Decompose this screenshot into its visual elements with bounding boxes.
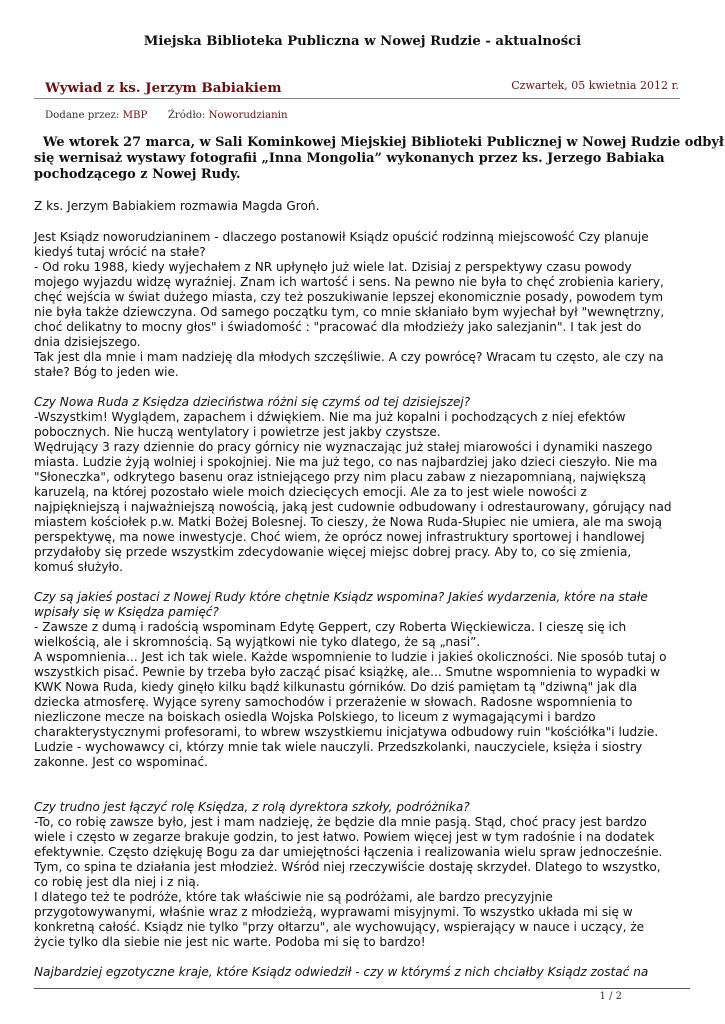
text-line: życie tylko dla siebie nie jest nic warte. Podoba mi się to bardzo! — [34, 935, 426, 949]
text-line: zakonne. Jest co wspominać. — [34, 755, 208, 769]
text-line: perspektywę, ma nowe inwestycje. Choć wiem, że oprócz nowej infrastruktury sportowej i handlowej — [34, 530, 645, 544]
text-line: mojego wyjazdu widzę wyraźniej. Znam ich wartość i sens. Na pewno nie była to chęć zrobienia kariery, — [34, 275, 664, 289]
article-title: Wywiad z ks. Jerzym Babiakiem — [45, 80, 282, 96]
answer-block — [34, 965, 694, 980]
text-line: A wspomnienia... Jest ich tak wiele. Każde wspomnienie to ludzie i jakieś okoliczności. Nie sposób tutaj o — [34, 650, 667, 664]
text-line: wszystkich pisać. Pewnie by trzeba było zacząć pisać książkę, ale... Smutne wspomnienia to wypadki w — [34, 665, 661, 679]
text-line: wielkością, ale i skromnością. Są wyjątkowi nie tyko dlatego, że są „nasi”. — [34, 635, 481, 649]
article-date: Czwartek, 05 kwietnia 2012 r. — [511, 79, 679, 92]
lead-line: pochodzącego z Nowej Rudy. — [34, 167, 241, 182]
source-label: Źródło: — [167, 110, 206, 121]
text-line: konkretną całość. Ksiądz nie tylko "przy ołtarzu", ale wychowujący, wspierający w nauce i uczący, że — [34, 920, 645, 934]
answer-block — [34, 590, 694, 770]
text-line: dnia dzisiejszego. — [34, 335, 141, 349]
text-line: "Słoneczka", odkrytego basenu oraz istniejącego przy nim placu zabaw z niezapomnianą, największą — [34, 470, 647, 484]
text-line: - Od roku 1988, kiedy wyjechałem z NR upłynęło już wiele lat. Dzisiaj z perspektywy czasu powody — [34, 260, 632, 274]
article-lead — [34, 135, 724, 183]
text-line: Wędrujący 3 razy dziennie do pracy górnicy nie wyznaczając już stałej miarowości i dynamiki naszego — [34, 440, 653, 454]
text-line: chęć wejścia w świat dużego miasta, czy też poszukiwanie lepszej ekonomicznie posady, powodem tym — [34, 290, 664, 304]
added-by-value[interactable]: MBP — [122, 110, 148, 121]
title-divider — [34, 98, 680, 99]
question-line: wpisały się w Księdza pamięć? — [34, 605, 219, 619]
text-line: I dlatego też te podróże, które tak właściwie nie są podróżami, ale bardzo precyzyjnie — [34, 890, 553, 904]
text-line: KWK Nowa Ruda, kiedy ginęło kilku bądź kilkunastu górników. Do dziś pamiętam tą "dziwną" jak dla — [34, 680, 638, 694]
question-line: Czy są jakieś postaci z Nowej Rudy które chętnie Ksiądz wspomina? Jakieś wydarzenia, które na stałe — [34, 590, 648, 604]
text-line: - Zawsze z dumą i radością wspominam Edytę Geppert, czy Roberta Więckiewicza. I cieszę się ich — [34, 620, 627, 634]
interview-byline: Z ks. Jerzym Babiakiem rozmawia Magda Groń. — [34, 199, 320, 213]
text-line: niezliczone mecze na boiskach osiedla Wojska Polskiego, to liceum z wymagającymi i bardzo — [34, 710, 596, 724]
text-line: -Wszystkim! Wyglądem, zapachem i dźwiękiem. Nie ma już kopalni i pochodzących z niej efektów — [34, 410, 626, 424]
question-line: Najbardziej egzotyczne kraje, które Ksiądz odwiedził - czy w którymś z nich chciałby Ksiądz zostać na — [34, 965, 649, 979]
added-by-label: Dodane przez: — [45, 110, 120, 121]
text-line: Ludzie - wychowawcy ci, którzy mnie tak wiele nauczyli. Przedszkolanki, nauczyciele, księża i siostry — [34, 740, 643, 754]
text-line: stałe? Bóg to jeden wie. — [34, 365, 179, 379]
text-line: komuś służyło. — [34, 560, 123, 574]
page-number: 1 / 2 — [599, 991, 622, 1002]
text-line: miasta. Ludzie żyją wolniej i spokojniej. Nie ma już tego, co nas najbardziej jako dzieci cieszyło. Nie ma — [34, 455, 658, 469]
text-line: efektywnie. Często dziękuję Bogu za dar umiejętności łączenia i realizowania wielu spraw jednocześnie. — [34, 845, 663, 859]
lead-line: się wernisaż wystawy fotografii „Inna Mongolia” wykonanych przez ks. Jerzego Babiaka — [34, 151, 665, 166]
text-line: miastem kościołek p.w. Matki Bożej Bolesnej. To cieszy, że Nowa Ruda-Słupiec nie umiera, ale ma swoją — [34, 515, 663, 529]
question-line: Czy trudno jest łączyć rolę Księdza, z rolą dyrektora szkoły, podróżnika? — [34, 800, 470, 814]
footer-divider — [34, 988, 690, 989]
text-line: najpiękniejszą i najważniejszą nowością, jaką jest cudownie odbudowany i odrestaurowany, górujący nad — [34, 500, 672, 514]
text-line: choć delikatny to mocny głos" i świadomość : "pracować dla młodzieży jako salezjanin". I tak jest do — [34, 320, 642, 334]
text-line: wiele i często w zegarze brakuje godzin, to jest łatwo. Powiem więcej jest w tym radośnie i na dodatek — [34, 830, 655, 844]
text-line: Tak jest dla mnie i mam nadzieję dla młodych szczęśliwie. A czy powrócę? Wracam tu często, ale czy na — [34, 350, 664, 364]
text-line: charakterystycznymi profesorami, to wbrew wszystkiemu inicjatywa odbudowy ruin "kościółka"i ludzie. — [34, 725, 659, 739]
source-value[interactable]: Noworudzianin — [208, 110, 288, 121]
text-line: co robię jest dla niej i z nią. — [34, 875, 200, 889]
text-line: Jest Ksiądz noworudzianinem - dlaczego postanowił Ksiądz opuścić rodzinną miejscowość Czy planuje — [34, 230, 649, 244]
text-line: pobocznych. Nie huczą wentylatory i powietrze jest jakby czystsze. — [34, 425, 441, 439]
text-line: przydałoby się przede wszystkim zdecydowanie więcej miejsc dobrej pracy. Aby to, co się zmienia, — [34, 545, 632, 559]
article-body — [34, 135, 724, 980]
text-line: -To, co robię zawsze było, jest i mam nadzieję, że będzie dla mnie pasją. Stąd, choć pracy jest bardzo — [34, 815, 647, 829]
text-line: karuzelą, na której pozostało wiele moich dziecięcych emocji. Ale za to jest wiele nowości z — [34, 485, 587, 499]
answer-block — [34, 800, 694, 950]
question-line: Czy Nowa Ruda z Księdza dzieciństwa różni się czymś od tej dzisiejszej? — [34, 395, 471, 409]
answer-block — [34, 230, 694, 380]
text-line: dziecka atmosferę. Wyjące syreny samochodów i przerażenie w słowach. Radosne wspomnienia to — [34, 695, 633, 709]
text-line: Tym, co spina te działania jest młodzież. Wśród niej rzeczywiście dostaję skrzydeł. Dlatego to wszystko, — [34, 860, 661, 874]
text-line: kiedyś tutaj wrócić na stałe? — [34, 245, 206, 259]
answer-block — [34, 395, 694, 575]
text-line: przygotowywanymi, właśnie wraz z młodzieżą, wyprawami misyjnymi. To wszystko układa mi się w — [34, 905, 633, 919]
site-title: Miejska Biblioteka Publiczna w Nowej Rudzie - aktualności — [143, 34, 582, 49]
lead-line: We wtorek 27 marca, w Sali Kominkowej Miejskiej Biblioteki Publicznej w Nowej Rudzie odbył — [34, 135, 724, 150]
article-meta — [45, 110, 288, 121]
text-line: nie była także dziewczyna. Od samego początku tym, co mnie skłaniało bym wyjechał był "wewnętrzny, — [34, 305, 665, 319]
